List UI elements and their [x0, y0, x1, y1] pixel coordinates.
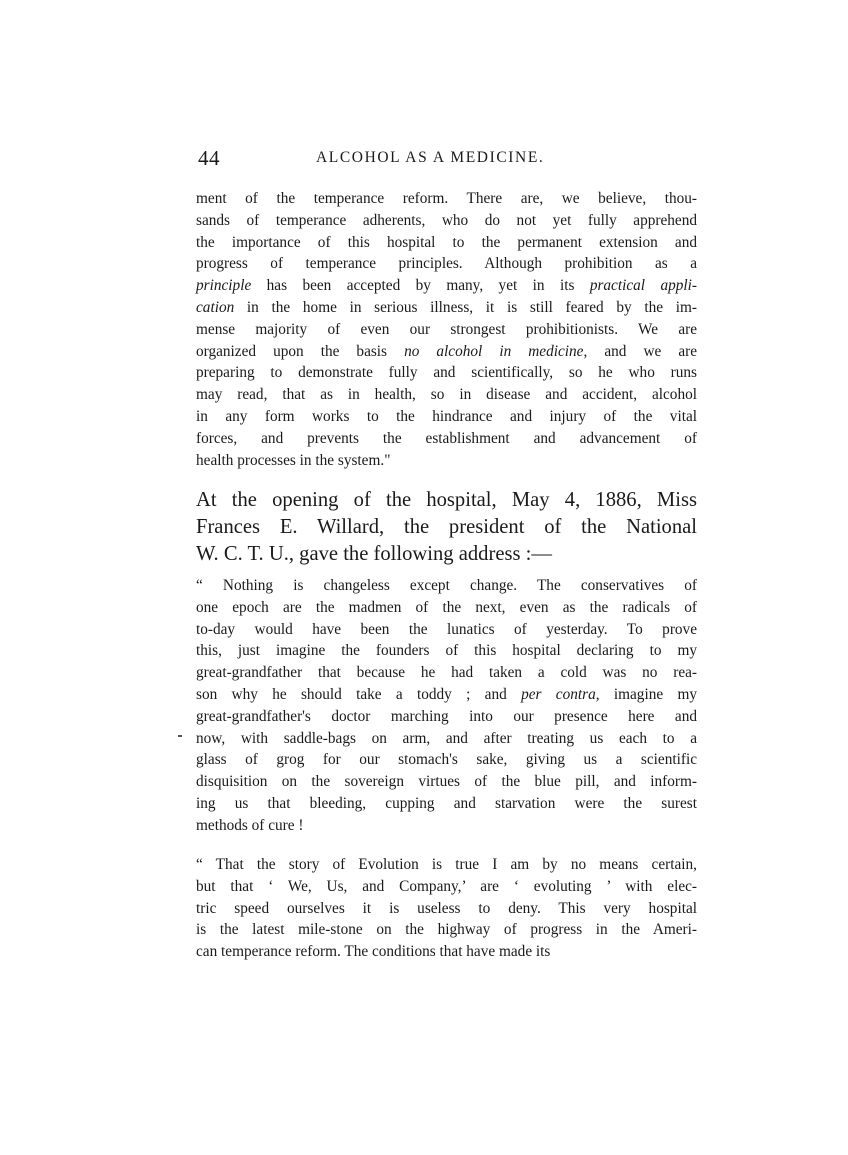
text-line	[196, 210, 697, 232]
text-line	[196, 749, 697, 771]
text-line	[196, 941, 697, 963]
margin-mark	[178, 735, 182, 737]
text-line	[196, 728, 697, 750]
text-line	[196, 487, 697, 514]
text-line	[196, 450, 697, 472]
text-line	[196, 706, 697, 728]
page-header	[196, 146, 696, 172]
text-run: Frances E. Willard, the president of the National	[196, 516, 697, 538]
text-line	[196, 541, 697, 568]
text-run: “ That the story of Evolution is true I am by no means certain,	[196, 856, 697, 873]
italic-text: per contra,	[521, 685, 600, 703]
text-line	[196, 575, 697, 597]
text-line	[196, 662, 697, 684]
text-line	[196, 275, 697, 297]
text-run: “ Nothing is changeless except change. The conservatives of	[196, 577, 697, 594]
text-run: son why he should take a toddy ; and	[196, 685, 522, 703]
text-run: can temperance reform. The conditions that have made its	[196, 943, 551, 961]
text-run: in the home in serious illness, it is still feared by the im-	[234, 298, 697, 316]
text-run: one epoch are the madmen of the next, even as the radicals of	[196, 598, 697, 616]
text-line	[196, 297, 697, 319]
text-run: sands of temperance adherents, who do not yet fully apprehend	[196, 211, 697, 229]
text-run: the importance of this hospital to the permanent extension and	[196, 233, 697, 251]
text-line	[196, 815, 697, 837]
text-run: ment of the temperance reform. There are, we believe, thou-	[196, 190, 697, 207]
text-run: this, just imagine the founders of this hospital declaring to my	[196, 642, 697, 660]
text-run: forces, and prevents the establishment and advancement of	[196, 429, 697, 447]
text-line	[196, 428, 697, 450]
running-head: ALCOHOL AS A MEDICINE.	[316, 149, 545, 166]
text-run: glass of grog for our stomach's sake, giving us a scientific	[196, 751, 697, 769]
paragraph-quote-continuation	[196, 188, 697, 471]
text-run: mense majority of even our strongest prohibitionists. We are	[196, 320, 697, 338]
text-run: but that ‘ We, Us, and Company,’ are ‘ evoluting ’ with elec-	[196, 877, 697, 895]
page-number: 44	[198, 146, 220, 170]
text-line	[196, 771, 697, 793]
text-run: may read, that as in health, so in disease and accident, alcohol	[196, 386, 697, 404]
text-run: W. C. T. U., gave the following address :—	[196, 543, 552, 565]
italic-text: principle	[196, 277, 252, 295]
text-line	[196, 919, 697, 941]
text-line	[196, 684, 697, 706]
text-line	[196, 253, 697, 275]
text-run: methods of cure !	[196, 816, 304, 834]
text-run: to-day would have been the lunatics of yesterday. To prove	[196, 620, 697, 638]
text-run: health processes in the system."	[196, 451, 391, 469]
text-line	[196, 362, 697, 384]
text-line	[196, 514, 697, 541]
text-line	[196, 640, 697, 662]
text-line	[196, 406, 697, 428]
italic-text: practical appli-	[589, 277, 697, 295]
text-run: disquisition on the sovereign virtues of the blue pill, and inform-	[196, 773, 697, 791]
text-line	[196, 188, 697, 210]
text-run: in any form works to the hindrance and injury of the vital	[196, 407, 697, 425]
text-line	[196, 341, 697, 363]
text-run: tric speed ourselves it is useless to deny. This very hospital	[196, 899, 697, 917]
text-run: , and we are	[583, 342, 697, 360]
paragraph-address-1	[196, 575, 697, 837]
text-line	[196, 597, 697, 619]
text-run: organized upon the basis	[196, 342, 405, 360]
text-line	[196, 319, 697, 341]
text-line	[196, 876, 697, 898]
text-run: ing us that bleeding, cupping and starvation were the surest	[196, 794, 697, 812]
text-run: preparing to demonstrate fully and scientifically, so he who runs	[196, 364, 697, 382]
text-line	[196, 384, 697, 406]
italic-text: cation	[196, 298, 235, 316]
paragraph-narrative	[196, 487, 697, 568]
text-run: has been accepted by many, yet in its	[251, 277, 590, 295]
text-run: great-grandfather that because he had taken a cold was no rea-	[196, 664, 697, 682]
text-line	[196, 898, 697, 920]
text-line	[196, 232, 697, 254]
italic-text: no alcohol in medicine	[404, 342, 584, 360]
text-line	[196, 854, 697, 876]
text-run: imagine my	[599, 685, 697, 703]
text-run: now, with saddle-bags on arm, and after treating us each to a	[196, 729, 697, 747]
paragraph-address-2	[196, 854, 697, 963]
text-line	[196, 793, 697, 815]
text-run: great-grandfather's doctor marching into our presence here and	[196, 707, 697, 725]
text-run: is the latest mile-stone on the highway of progress in the Ameri-	[196, 921, 697, 939]
text-line	[196, 619, 697, 641]
text-run: At the opening of the hospital, May 4, 1886, Miss	[196, 489, 697, 511]
text-run: progress of temperance principles. Although prohibition as a	[196, 255, 697, 273]
